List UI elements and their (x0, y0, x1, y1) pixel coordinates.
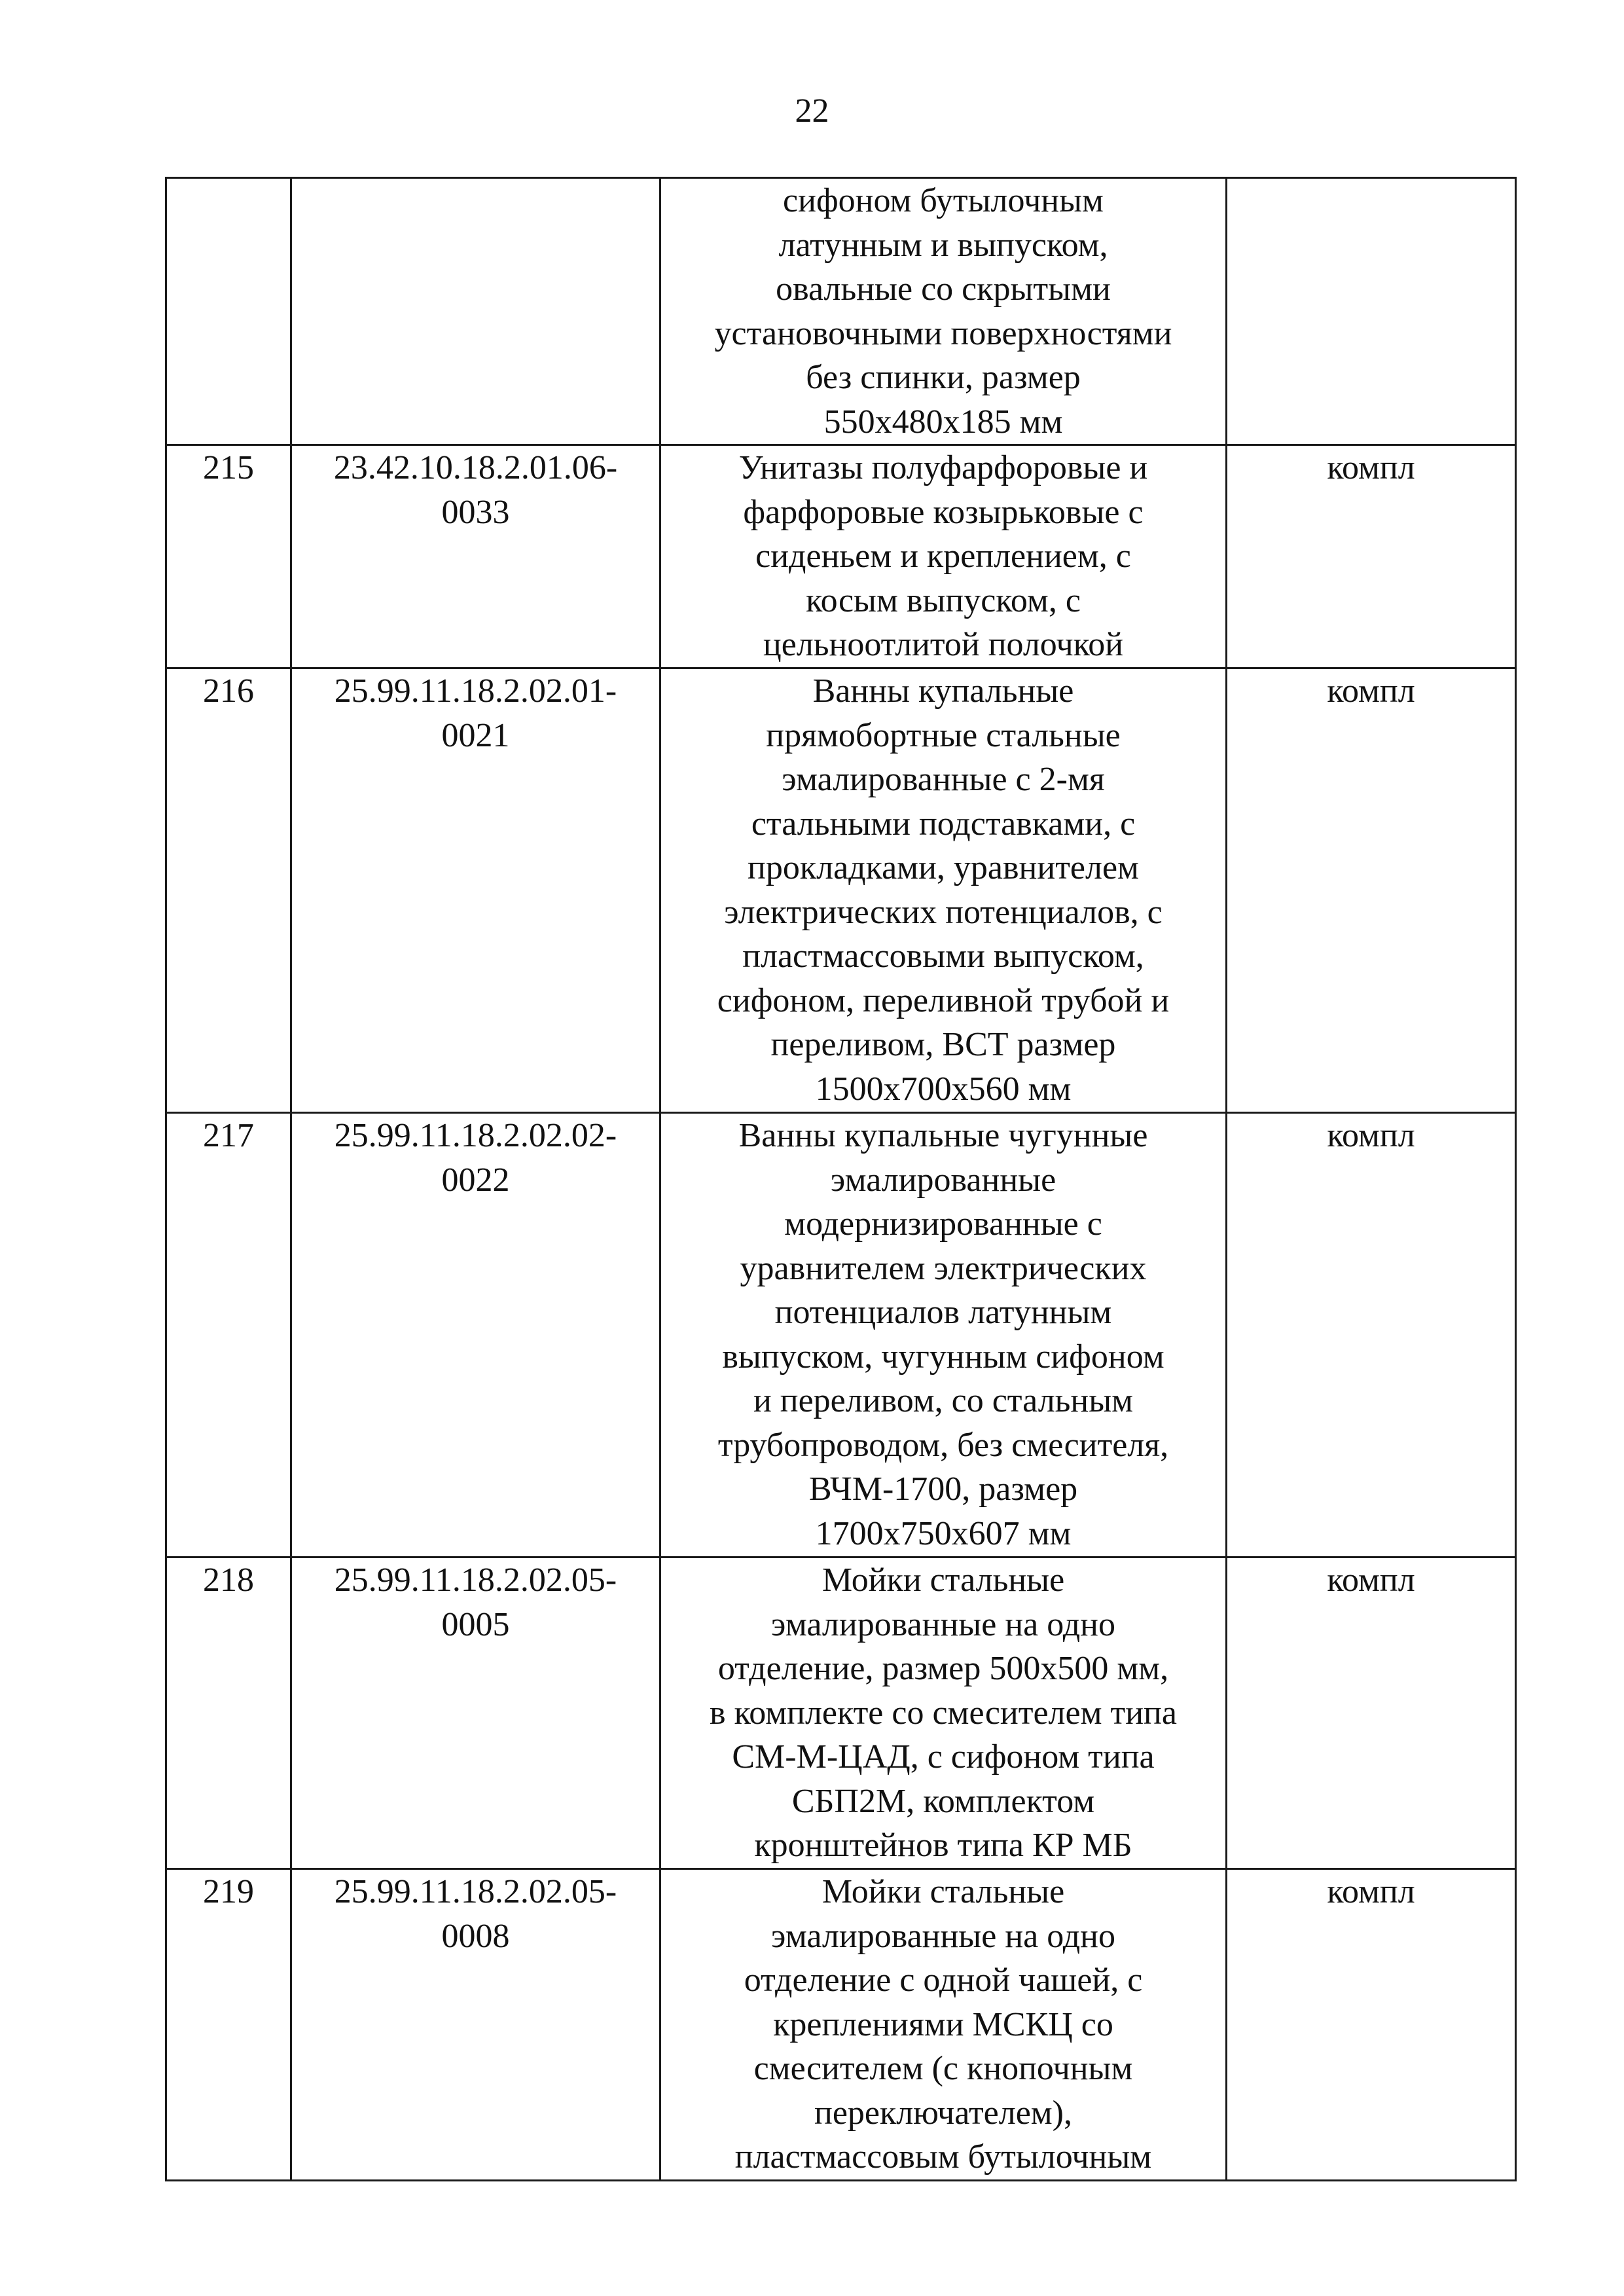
row-number-cell: 215 (166, 445, 291, 668)
row-number-cell: 219 (166, 1869, 291, 2181)
table-row (166, 1558, 1516, 1869)
page-number: 22 (795, 92, 829, 130)
resource-code-cell: 25.99.11.18.2.02.05- 0005 (291, 1558, 660, 1869)
resource-name-cell: сифоном бутылочным латунным и выпуском, овальные со скрытыми установочными поверхностями без спинки, размер 550х480х185 мм (660, 178, 1227, 445)
unit-cell: компл (1227, 1869, 1516, 2181)
row-number-cell: 218 (166, 1558, 291, 1869)
table-row (166, 178, 1516, 445)
specification-table (165, 177, 1517, 2181)
unit-cell: компл (1227, 1113, 1516, 1558)
unit-cell (1227, 178, 1516, 445)
row-number-cell: 216 (166, 668, 291, 1113)
table-row (166, 668, 1516, 1113)
resource-code-cell: 23.42.10.18.2.01.06- 0033 (291, 445, 660, 668)
unit-cell: компл (1227, 668, 1516, 1113)
resource-code-cell: 25.99.11.18.2.02.05- 0008 (291, 1869, 660, 2181)
table-row (166, 1869, 1516, 2181)
unit-cell: компл (1227, 445, 1516, 668)
unit-cell: компл (1227, 1558, 1516, 1869)
resource-code-cell (291, 178, 660, 445)
row-number-cell: 217 (166, 1113, 291, 1558)
table-row (166, 1113, 1516, 1558)
resource-code-cell: 25.99.11.18.2.02.02- 0022 (291, 1113, 660, 1558)
resource-name-cell: Ванны купальные прямобортные стальные эмалированные с 2-мя стальными подставками, с прокладками, уравнителем электрических потенциалов, с пластмассовыми выпуском, сифоном, переливной трубой и переливом, ВСТ размер 1500х700х560 мм (660, 668, 1227, 1113)
table-row (166, 445, 1516, 668)
row-number-cell (166, 178, 291, 445)
resource-name-cell: Унитазы полуфарфоровые и фарфоровые козырьковые с сиденьем и креплением, с косым выпуском, с цельноотлитой полочкой (660, 445, 1227, 668)
resource-name-cell: Мойки стальные эмалированные на одно отделение, размер 500х500 мм, в комплекте со смесителем типа СМ-М-ЦАД, с сифоном типа СБП2М, комплектом кронштейнов типа КР МБ (660, 1558, 1227, 1869)
resource-name-cell: Ванны купальные чугунные эмалированные модернизированные с уравнителем электрических потенциалов латунным выпуском, чугунным сифоном и переливом, со стальным трубопроводом, без смесителя, ВЧМ-1700, размер 1700х750х607 мм (660, 1113, 1227, 1558)
resource-code-cell: 25.99.11.18.2.02.01- 0021 (291, 668, 660, 1113)
resource-name-cell: Мойки стальные эмалированные на одно отделение с одной чашей, с креплениями МСКЦ со смесителем (с кнопочным переключателем), пластмассовым бутылочным (660, 1869, 1227, 2181)
